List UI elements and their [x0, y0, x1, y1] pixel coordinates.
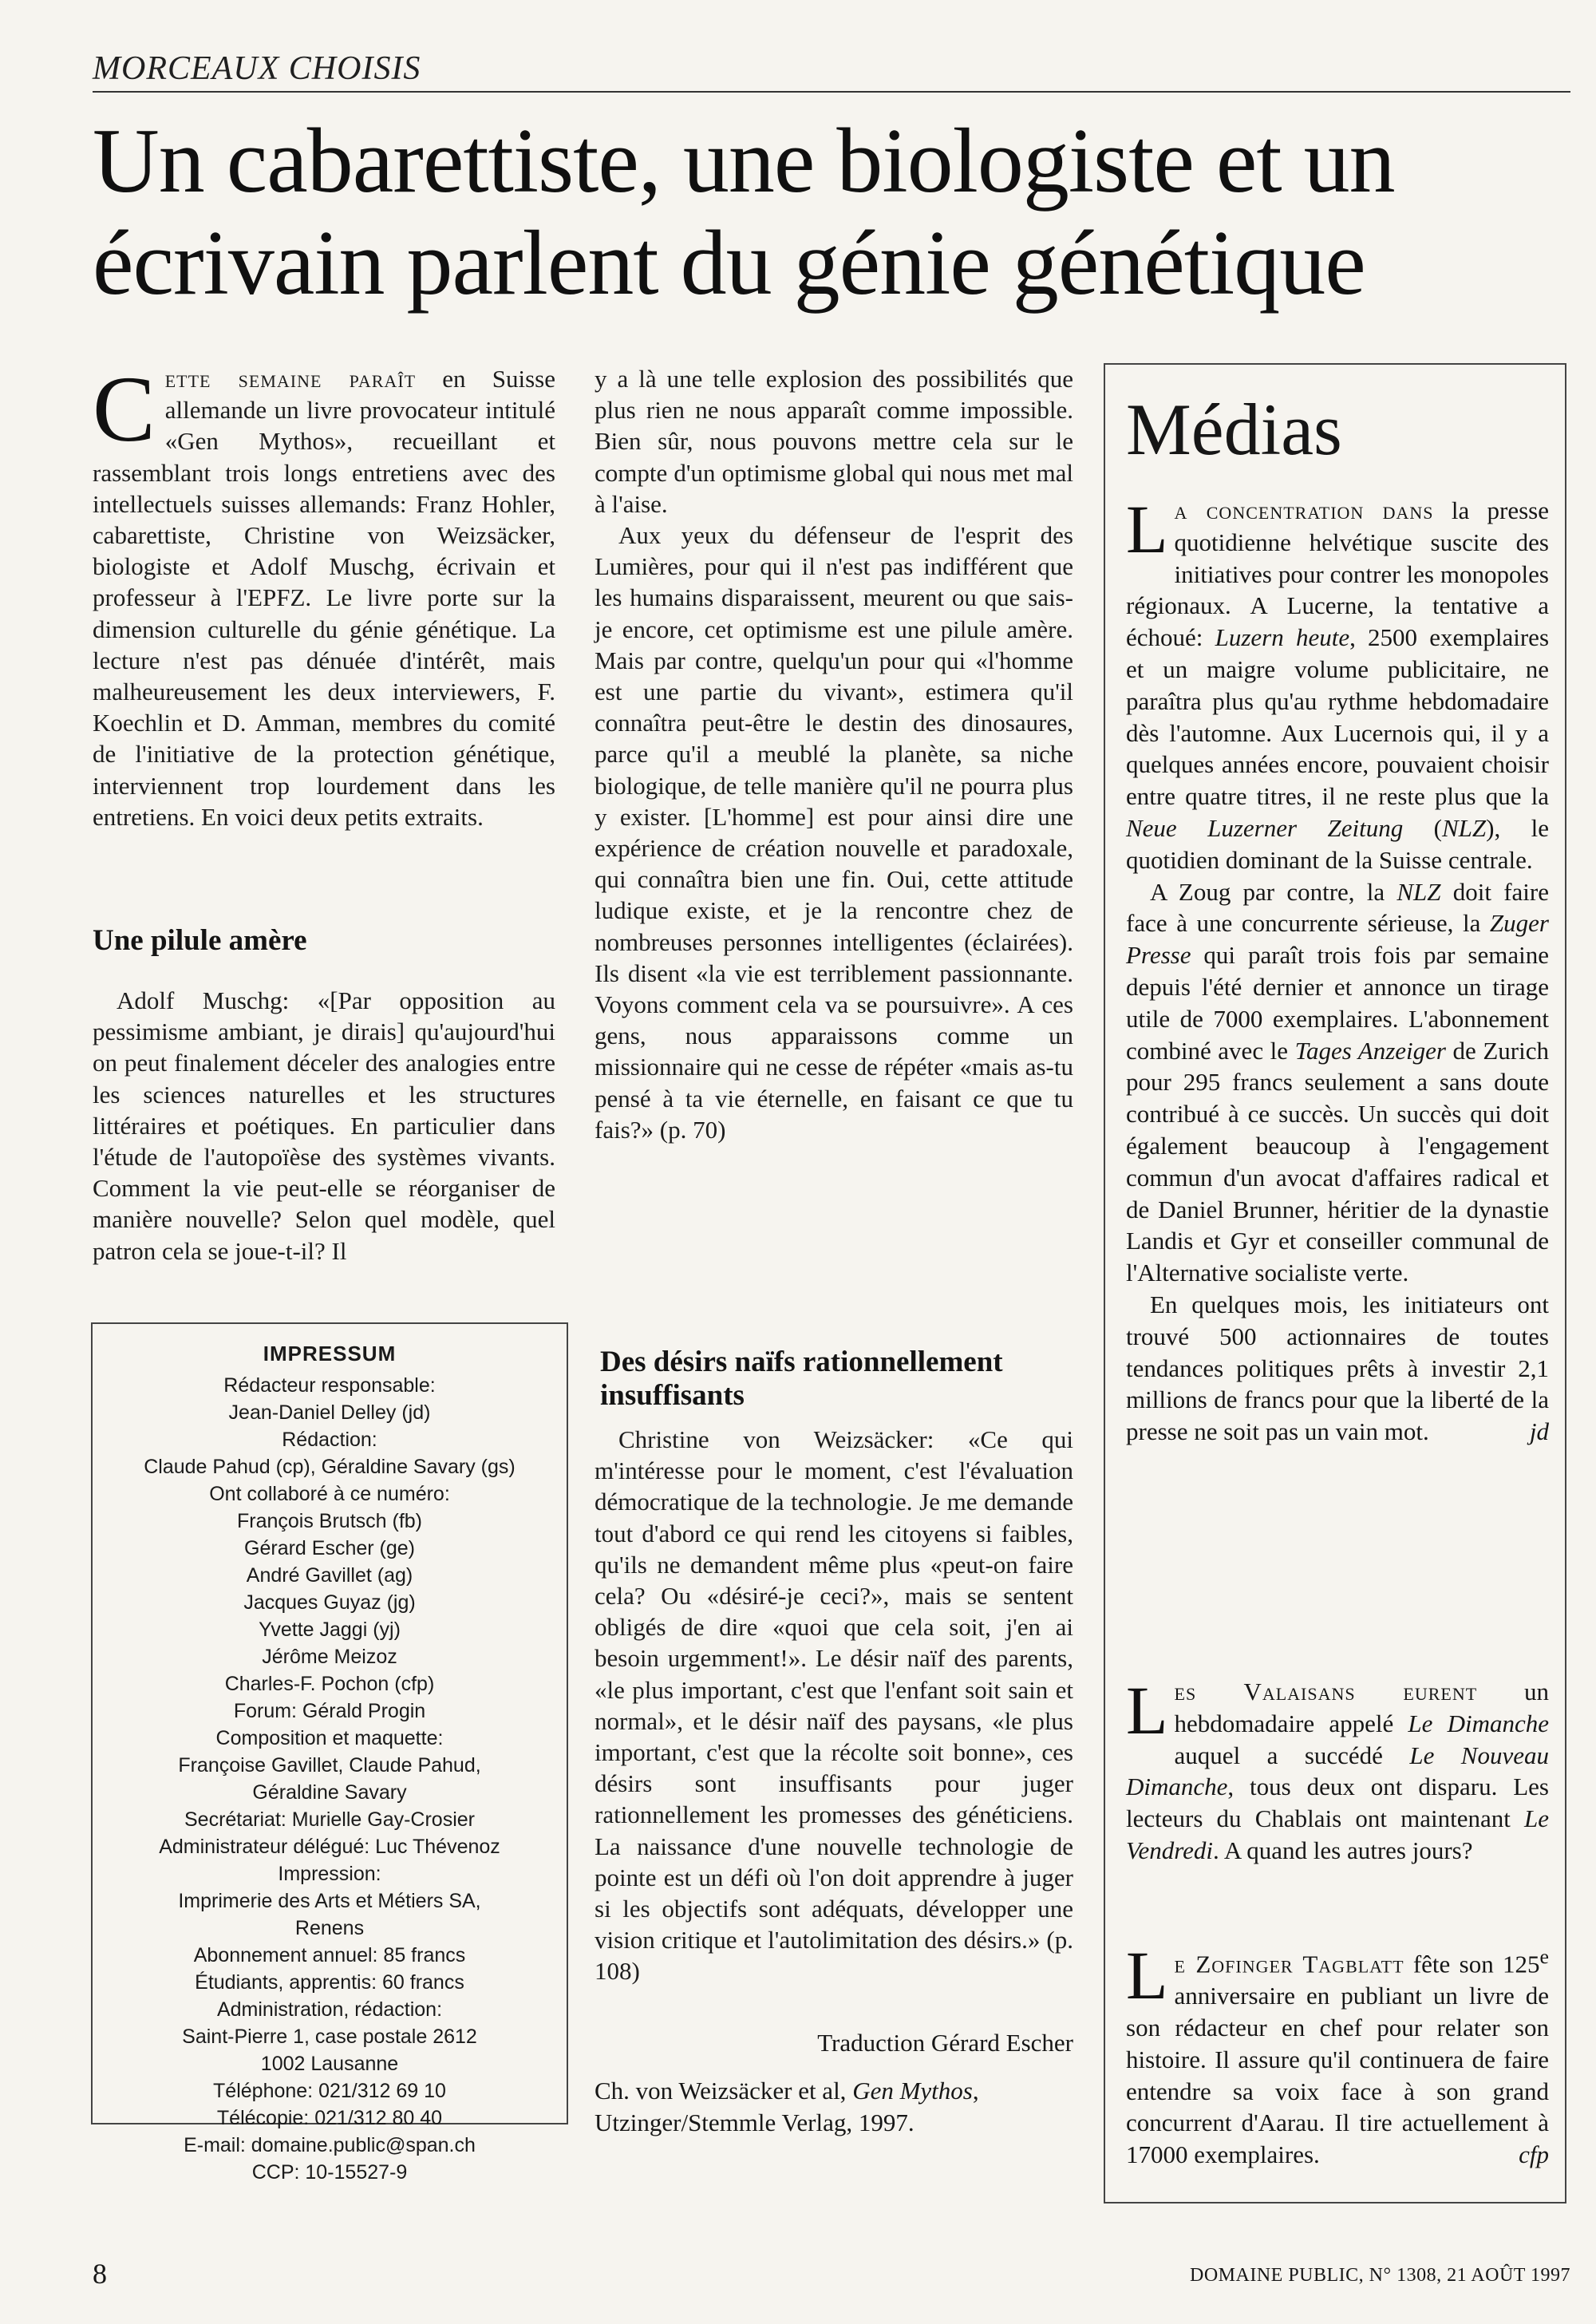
- abbr-nlz: NLZ: [1441, 813, 1487, 842]
- section1-col1: [93, 985, 555, 1292]
- medias-item-zofingen: [1126, 1937, 1549, 2171]
- impressum-line: Téléphone: 021/312 69 10: [213, 2080, 446, 2102]
- impressum-line: Abonnement annuel: 85 francs: [193, 1944, 466, 1966]
- impressum-line: Rédacteur responsable:: [223, 1374, 436, 1397]
- headline: Un cabarettiste, une biologiste et un écrivain parlent du génie génétique: [93, 110, 1395, 314]
- biblio-publisher: , Utzinger/Stemmle Verlag, 1997.: [595, 2077, 979, 2136]
- item-text: , 2500 exemplaires et un maigre volume publicitaire, ne paraîtra plus qu'au rythme hebdomadaire dès l'automne. Aux Lucernois qui, il y a quelques années encore, pouvaient choisir entre quatre titres, il ne reste plus que la: [1126, 623, 1550, 811]
- impressum-line: Claude Pahud (cp), Géraldine Savary (gs): [144, 1456, 516, 1478]
- impressum-line: E-mail: domaine.public@span.ch: [184, 2134, 476, 2156]
- translator-credit: Traduction Gérard Escher: [817, 2029, 1073, 2057]
- section-kicker: MORCEAUX CHOISIS: [93, 50, 421, 87]
- title-le-nouveau-dimanche: Le Nouveau Dimanche: [1126, 1741, 1549, 1801]
- section2-body: [595, 1424, 1073, 1987]
- title-zuger-presse: Zuger Presse: [1126, 909, 1549, 970]
- drop-cap: L: [1126, 491, 1168, 567]
- item-text: doit faire face à une concurrente sérieuse, la: [1126, 877, 1549, 938]
- impressum-line: Jacques Guyaz (jg): [243, 1591, 416, 1614]
- impressum-line: Composition et maquette:: [215, 1727, 444, 1749]
- biblio-authors: Ch. von Weizsäcker et al,: [595, 2077, 853, 2105]
- top-rule: [93, 91, 1570, 93]
- section1-paragraph-2: Aux yeux du défenseur de l'esprit des Lumières, pour qui il n'est pas indifférent que les humains disparaissent, meurent ou que sais-je encore, cet optimisme est une pilule amère. Mais par contre, quelqu'un pour qui «l'homme est une partie du vivant», estimera qu'il connaîtra peut-être le destin des dinosaures, parce qu'il a meublé la planète, sa niche biologique, de telle manière qu'il ne pourra plus y exister. [L'homme] est pour ainsi dire une expérience de création nouvelle et paradoxale, qui connaîtra bien une fin. Oui, cette attitude ludique existe, et je la rencontre chez de nombreuses personnes intelligentes (éclairées). Ils disent «la vie est terriblement passionnante. Voyons comment cela va se poursuivre». A ces gens, nous apparaissons comme un missionnaire qui ne cesse de répéter «mais as-tu pensé à ta vie éternelle, en faisant ce que tu fais?» (p. 70): [595, 521, 1073, 1144]
- item-text: fête son 125: [1404, 1950, 1540, 1978]
- bibliography: [595, 2075, 1073, 2139]
- impressum-line: Ont collaboré à ce numéro:: [209, 1483, 450, 1505]
- impressum-line: Étudiants, apprentis: 60 francs: [195, 1971, 464, 1994]
- medias-item-valais: [1126, 1672, 1549, 1867]
- impressum-line: Télécopie: 021/312 80 40: [216, 2107, 443, 2129]
- title-le-vendredi: Le Vendredi: [1126, 1804, 1549, 1864]
- section2-paragraph: Christine von Weizsäcker: «Ce qui m'intéresse pour le moment, c'est l'évaluation démocratique de la technologie. Je me demande tout d'abord ce qui rend les citoyens si faibles, qu'ils ne demandent même plus «peut-on faire cela? Ou «désiré-je ceci?», mais se sentent obligés de dire «quoi que cela soit, j'en ai besoin urgemment!». Le désir naïf des parents, «le plus important, c'est que l'enfant soit sain et normal», et le désir naïf des paysans, «le plus important, c'est que la récolte soit bonne», ces désirs sont insuffisants pour juger rationnellement les promesses des généticiens. La naissance d'une nouvelle technologie de pointe est un défi où l'on doit apprendre à juger si les objectifs sont adéquats, développer une vision critique et l'autolimitation des désirs.» (p. 108): [595, 1425, 1073, 1986]
- item-smallcaps: e Zofinger Tagblatt: [1174, 1950, 1404, 1978]
- section1-paragraph-cont: y a là une telle explosion des possibilités que plus rien ne nous apparaît comme impossible. Bien sûr, nous pouvons mettre cela sur le compte d'un optimisme global qui nous met mal à l'aise.: [595, 365, 1073, 518]
- impressum-line: Saint-Pierre 1, case postale 2612: [182, 2026, 477, 2048]
- section1-paragraph: Adolf Muschg: «[Par opposition au pessimisme ambiant, je dirais] qu'aujourd'hui on peut finalement déceler des analogies entre les sciences naturelles et les structures littéraires et poétiques. En particulier dans l'étude de l'autopoïèse des systèmes vivants. Comment la vie peut-elle se réorganiser de manière nouvelle? Selon quel modèle, quel patron cela se joue-t-il? Il: [93, 986, 555, 1265]
- impressum-line: Françoise Gavillet, Claude Pahud,: [178, 1754, 481, 1777]
- impressum-line: Forum: Gérald Progin: [233, 1700, 426, 1722]
- impressum-line: Yvette Jaggi (yj): [259, 1618, 401, 1641]
- lead-smallcaps: ette semaine paraît: [164, 365, 417, 393]
- article-lead: [93, 357, 555, 832]
- item-text: la presse quotidienne helvétique suscite des initiatives pour contrer les monopoles régionaux. A Lucerne, la tentative a échoué:: [1126, 496, 1550, 652]
- item-text: ), le quotidien dominant de la Suisse centrale.: [1126, 813, 1550, 874]
- item-text: (: [1403, 813, 1442, 842]
- biblio-title: Gen Mythos: [852, 2077, 973, 2105]
- item-text: En quelques mois, les initiateurs ont trouvé 500 actionnaires de toutes tendances politiques prêts à investir 2,1 millions de francs pour que la liberté de la presse ne soit pas un vain mot.: [1126, 1290, 1549, 1446]
- impressum-line: Imprimerie des Arts et Métiers SA,: [178, 1890, 481, 1912]
- abbr-nlz: NLZ: [1396, 877, 1441, 906]
- author-signature: jd: [1529, 1417, 1549, 1446]
- title-le-dimanche: Le Dimanche: [1408, 1709, 1549, 1737]
- publication-line: DOMAINE PUBLIC, N° 1308, 21 AOÛT 1997: [1190, 2265, 1570, 2286]
- impressum-line: Jérôme Meizoz: [262, 1646, 397, 1668]
- impressum-lines: [93, 1372, 567, 2186]
- drop-cap: L: [1126, 1937, 1168, 2014]
- impressum-line: Administration, rédaction:: [216, 1998, 443, 2021]
- item-text: de Zurich pour 295 francs seulement a sans doute contribué à ce succès. Un succès qui doit également beaucoup à l'engagement commun d'un avocat d'affaires radical et de Daniel Brunner, héritier de la dynastie Landis et Gyr et conseiller communal de l'Alternative socialiste verte.: [1126, 1036, 1550, 1287]
- title-luzern-heute: Luzern heute: [1215, 623, 1350, 652]
- item-text: un hebdomadaire appelé: [1174, 1678, 1549, 1737]
- page-number: 8: [93, 2258, 107, 2290]
- title-nlz: Neue Luzerner Zeitung: [1126, 813, 1404, 842]
- drop-cap: C: [93, 357, 156, 461]
- impressum-line: 1002 Lausanne: [260, 2053, 399, 2075]
- title-tages-anzeiger: Tages Anzeiger: [1294, 1036, 1446, 1065]
- item-text: A Zoug par contre, la: [1150, 877, 1397, 906]
- impressum-title: IMPRESSUM: [263, 1342, 397, 1366]
- impressum-line: CCP: 10-15527-9: [251, 2161, 408, 2184]
- impressum-line: Renens: [294, 1917, 365, 1939]
- impressum-line: Secrétariat: Murielle Gay-Crosier: [184, 1808, 475, 1831]
- impressum-line: Géraldine Savary: [252, 1781, 407, 1804]
- item-text: , tous deux ont disparu. Les lecteurs du Chablais ont maintenant: [1126, 1773, 1549, 1833]
- impressum-line: Jean-Daniel Delley (jd): [228, 1401, 431, 1424]
- impressum-line: Charles-F. Pochon (cfp): [224, 1673, 435, 1695]
- section-title-desirs: Des désirs naïfs rationnellement insuffisants: [600, 1346, 1003, 1412]
- item-smallcaps: a concentration dans: [1174, 496, 1434, 524]
- item-smallcaps: es Valaisans eurent: [1174, 1678, 1478, 1705]
- item-text: qui paraît trois fois par semaine depuis l'été dernier et annonce un tirage utile de 7000 exemplaires. L'abonnement combiné avec le: [1126, 941, 1549, 1065]
- author-signature: cfp: [1519, 2140, 1549, 2169]
- impressum-line: Gérard Escher (ge): [244, 1537, 415, 1559]
- impressum-line: François Brutsch (fb): [236, 1510, 422, 1532]
- medias-item-lucerne: [1126, 491, 1550, 1448]
- impressum-line: Impression:: [278, 1863, 381, 1885]
- ordinal-sup: e: [1539, 1945, 1549, 1968]
- impressum-box: [91, 1322, 568, 2184]
- medias-title: Médias: [1126, 389, 1342, 470]
- impressum-line: André Gavillet (ag): [246, 1564, 413, 1587]
- item-text: anniversaire en publiant un livre de son rédacteur en chef pour relater son histoire. Il assure qu'il continuera de faire entendre sa voix face à son grand concurrent d'Aarau. Il tire actuellement à 17000 exemplaires.: [1126, 1982, 1549, 2169]
- section1-col2: [595, 363, 1073, 1145]
- lead-text: en Suisse allemande un livre provocateur intitulé «Gen Mythos», recueillant et rassemblant trois longs entretiens avec des intellectuels suisses allemands: Franz Hohler, cabarettiste, Christine von Weizsäcker, biologiste et Adolf Muschg, écrivain et professeur à l'EPFZ. Le livre porte sur la dimension culturelle du génie génétique. La lecture n'est pas dénuée d'intérêt, mais malheureusement les deux interviewers, F. Koechlin et D. Amman, membres du comité de l'initiative de la protection génétique, interviennent trop lourdement dans les entretiens. En voici deux petits extraits.: [93, 365, 555, 831]
- item-text: . A quand les autres jours?: [1213, 1836, 1473, 1864]
- section-title-pilule: Une pilule amère: [93, 924, 307, 957]
- impressum-line: Administrateur délégué: Luc Thévenoz: [159, 1836, 500, 1858]
- impressum-line: Rédaction:: [282, 1429, 377, 1451]
- drop-cap: L: [1126, 1672, 1168, 1749]
- item-text: auquel a succédé: [1174, 1741, 1410, 1769]
